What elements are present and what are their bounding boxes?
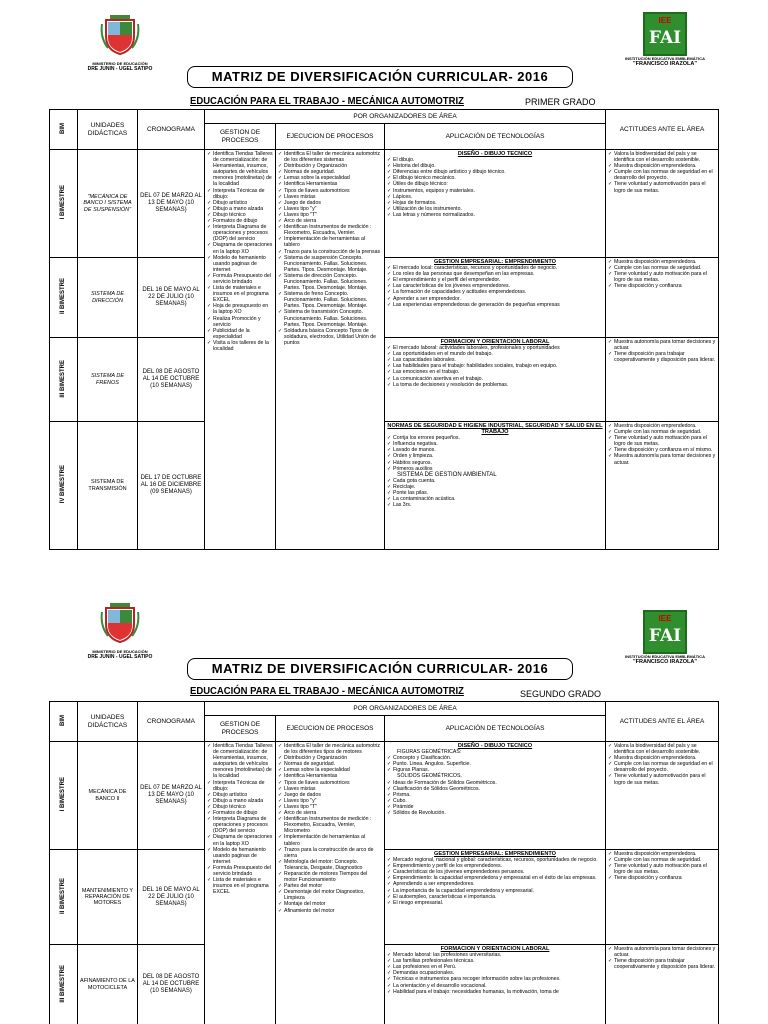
unit-cell: MECÁNICA DE BANCO II	[78, 742, 138, 850]
header-bim: BIM	[50, 110, 78, 150]
list-item: ✓ El dibujo.	[387, 157, 603, 163]
table-row	[50, 850, 719, 945]
list-item: ✓ Publicidad de la especialidad	[207, 328, 273, 340]
header-actitudes: ACTITUDES ANTE EL ÁREA	[606, 110, 719, 150]
bimestre-cell: III BIMESTRE	[50, 338, 78, 422]
list-item: ✓ Pirámide	[387, 804, 603, 810]
gestion-cell	[205, 150, 276, 550]
list-item: ✓ Cubo.	[387, 798, 603, 804]
list-item: ✓ Mercado regional, nacional y global: características, recursos, oportunidades de negocio.	[387, 857, 603, 863]
emblem-fai-text: FAI	[648, 626, 682, 646]
list-item: ✓ Las emociones en el trabajo.	[387, 369, 603, 375]
actitudes-cell	[606, 422, 719, 550]
header-cronograma: CRONOGRAMA	[138, 702, 205, 742]
list-item: ✓ Características de los jóvenes emprendedores peruanos.	[387, 869, 603, 875]
diversification-matrix-table	[49, 701, 719, 1024]
list-item: ✓ Distribución y Organización	[278, 163, 382, 169]
list-item: ✓ Muestra disposición emprendedora.	[608, 163, 716, 169]
ministry-logo	[60, 12, 180, 72]
list-item: ✓ Interpreta Diagrama de operaciones y procesos (DOP) del servicio	[207, 224, 273, 242]
list-item: ✓ Arco de sierra	[278, 218, 382, 224]
list-item: ✓ Implementación de herramientas al tablero	[278, 834, 382, 846]
check-list	[207, 151, 273, 352]
check-list	[387, 157, 603, 218]
aplicacion-subhead: SISTEMA DE GESTION AMBIENTAL	[397, 471, 497, 478]
ministry-logo	[60, 600, 180, 660]
aplicacion-section-head: FORMACION Y ORIENTACION LABORAL	[440, 339, 550, 345]
list-item: ✓ Formatos de dibujo	[207, 810, 273, 816]
list-item: ✓ Valora la biodiversidad del país y se identifica con el desarrollo sostenible.	[608, 743, 716, 755]
actitudes-cell	[606, 850, 719, 945]
list-item: ✓ Las profesiones en el Perú.	[387, 964, 603, 970]
list-item: ✓ La comunicación asertiva en el trabajo.	[387, 376, 603, 382]
logo-text-institution: INSTITUCIÓN EDUCATIVA EMBLEMÁTICA	[625, 56, 705, 61]
actitudes-cell	[606, 258, 719, 338]
list-item: ✓ Las oportunidades en el mundo del trabajo.	[387, 351, 603, 357]
list-item: ✓ Trazos para la construcción de la prensas	[278, 249, 382, 255]
list-item: ✓ Concepto y Clasificación.	[387, 755, 603, 761]
ejecucion-cell	[276, 150, 385, 550]
list-item: ✓ Muestra disposición emprendedora.	[608, 755, 716, 761]
check-list	[387, 435, 603, 472]
aplicacion-cell	[385, 422, 606, 550]
bimestre-cell: IV BIMESTRE	[50, 422, 78, 550]
cronograma-cell: DEL 17 DE OCTUBRE AL 16 DE DICIEMBRE (09 SEMANAS)	[138, 422, 205, 550]
aplicacion-section-head: DISEÑO - DIBUJO TECNICO	[457, 743, 533, 749]
list-item: ✓ Lavado de manos.	[387, 447, 603, 453]
list-item: ✓ Diferencias entre dibujo artístico y dibujo técnico.	[387, 169, 603, 175]
list-item: ✓ Llaves tipo "T"	[278, 804, 382, 810]
list-item: ✓ Sistema de freno Concepto. Funcionamiento. Fallas. Soluciones. Partes. Tipos. Desmontaje. Montaje.	[278, 291, 382, 309]
list-item: ✓ Formula Presupuesto del servicio brindado	[207, 273, 273, 285]
cronograma-cell: DEL 08 DE AGOSTO AL 14 DE OCTUBRE (10 SEMANAS)	[138, 338, 205, 422]
list-item: ✓ Metrología del motor: Concepto. Tolerancia, Desgaste, Diagnostico	[278, 859, 382, 871]
list-item: ✓ El riesgo empresarial.	[387, 900, 603, 906]
list-item: ✓ Lemas sobre la especialidad	[278, 767, 382, 773]
diversification-matrix-table	[49, 109, 719, 550]
header-cronograma: CRONOGRAMA	[138, 110, 205, 150]
list-item: ✓ Historia del dibujo.	[387, 163, 603, 169]
aplicacion-subhead: SÓLIDOS GEOMÉTRICOS.	[397, 773, 462, 780]
list-item: ✓ Tiene disposición para trabajar cooperativamente y disposición para liderar.	[608, 351, 716, 363]
page-subtitle: EDUCACIÓN PARA EL TRABAJO - MECÁNICA AUTOMOTRIZ	[190, 96, 464, 107]
check-list	[387, 478, 603, 508]
list-item: ✓ Utilización de los instrumento.	[387, 206, 603, 212]
bimestre-cell: II BIMESTRE	[50, 258, 78, 338]
list-item: ✓ El mercado local: características, recursos y oportunidades de negocio.	[387, 265, 603, 271]
page-segundo-grado	[0, 585, 768, 1024]
list-item: ✓ Dibujo a mano alzada	[207, 798, 273, 804]
iee-fai-emblem-icon	[643, 12, 687, 56]
list-item: ✓ Tiene disposición y confianza en sí mismo.	[608, 447, 716, 453]
list-item: ✓ Las 3rs.	[387, 502, 603, 508]
table-row	[50, 258, 719, 338]
list-item: ✓ Sistema de transmisión Concepto. Funcionamiento. Fallas. Soluciones. Partes. Tipos. Desmontaje. Montaje.	[278, 309, 382, 327]
list-item: ✓ Muestra autonomía para tomar decisiones y actuar.	[608, 339, 716, 351]
aplicacion-cell	[385, 742, 606, 850]
header-ejecucion: EJECUCION DE PROCESOS	[276, 124, 385, 150]
table-row	[50, 422, 719, 550]
list-item: ✓ Clasificación de Sólidos Geométricos.	[387, 786, 603, 792]
list-item: ✓ Cada gota cuenta.	[387, 478, 603, 484]
list-item: ✓ Diagrama de operaciones en la laptop XO	[207, 834, 273, 846]
emblem-fai-text: FAI	[648, 28, 682, 48]
list-item: ✓ Tiene voluntad y automotivación para el logro de sus metas.	[608, 773, 716, 785]
list-item: ✓ Llaves tipo "T"	[278, 212, 382, 218]
unit-cell: "MECÁNICA DE BANCO I SISTEMA DE SUSPENSIÓN"	[78, 150, 138, 258]
list-item: ✓ Realiza Promoción y servicio	[207, 316, 273, 328]
list-item: ✓ Demandas ocupacionales.	[387, 970, 603, 976]
list-item: ✓ Orden y limpieza.	[387, 453, 603, 459]
list-item: ✓ El dibujo técnico mecánico.	[387, 175, 603, 181]
list-item: ✓ El emprendimiento y el perfil del emprendedor.	[387, 277, 603, 283]
table-row	[50, 742, 719, 850]
check-list	[608, 946, 716, 970]
check-list	[608, 851, 716, 881]
list-item: ✓ Tiene disposición para trabajar cooperativamente y disposición para liderar.	[608, 958, 716, 970]
list-item: ✓ Muestra autonomía para tomar decisiones y actuar.	[608, 946, 716, 958]
list-item: ✓ Soldadura básica Concepto Tipos de soldadura, electrodos, Utilidad Unión de puntos	[278, 328, 382, 346]
header-bim: BIM	[50, 702, 78, 742]
aplicacion-cell	[385, 945, 606, 1024]
list-item: ✓ Distribución y Organización	[278, 755, 382, 761]
check-list	[387, 265, 603, 308]
table-row	[50, 945, 719, 1024]
list-item: ✓ Cumple con las normas de seguridad.	[608, 429, 716, 435]
list-item: ✓ La toma de decisiones y resolución de problemas.	[387, 382, 603, 388]
ejecucion-cell	[276, 742, 385, 1024]
actitudes-cell	[606, 338, 719, 422]
check-list	[387, 755, 603, 773]
table-row	[50, 338, 719, 422]
aplicacion-section-head: NORMAS DE SEGURIDAD E HIGIENE INDUSTRIAL, SEGURIDAD Y SALUD EN EL TRABAJO	[387, 423, 603, 436]
list-item: ✓ Dibujo artístico	[207, 792, 273, 798]
list-item: ✓ Llaves tipo "y"	[278, 798, 382, 804]
list-item: ✓ Sólidos de Revolución.	[387, 810, 603, 816]
list-item: ✓ Los roles de las personas que desempeñan en las empresas.	[387, 271, 603, 277]
list-item: ✓ Dibujo técnico	[207, 804, 273, 810]
aplicacion-section-head: DISEÑO - DIBUJO TECNICO	[457, 151, 533, 157]
logo-text-school-name: "FRANCISCO IRAZOLA"	[633, 659, 697, 665]
list-item: ✓ Interpreta Técnicas de dibujo:	[207, 188, 273, 200]
header-ejecucion: EJECUCION DE PROCESOS	[276, 716, 385, 742]
list-item: ✓ Lista de materiales e insumos en el programa EXCEL	[207, 285, 273, 303]
list-item: ✓ Interpreta Técnicas de dibujo:	[207, 780, 273, 792]
list-item: ✓ La orientación y el desarrollo vocacional.	[387, 983, 603, 989]
grade-label: PRIMER GRADO	[525, 97, 596, 107]
header-aplicacion: APLICACIÓN DE TECNOLOGÍAS	[385, 124, 606, 150]
check-list	[207, 743, 273, 895]
list-item: ✓ La formación de capacidades y actitudes emprendedoras.	[387, 289, 603, 295]
list-item: ✓ Afinamiento del motor	[278, 908, 382, 914]
list-item: ✓ Valora la biodiversidad del país y se identifica con el desarrollo sostenible.	[608, 151, 716, 163]
list-item: ✓ Montaje del motor	[278, 901, 382, 907]
list-item: ✓ Implementación de herramientas al tablero	[278, 236, 382, 248]
list-item: ✓ Visita a los talleres de la localidad	[207, 340, 273, 352]
gestion-cell	[205, 742, 276, 1024]
cronograma-cell: DEL 16 DE MAYO AL 22 DE JULIO (10 SEMANAS)	[138, 258, 205, 338]
logo-text-school-name: "FRANCISCO IRAZOLA"	[633, 61, 697, 67]
list-item: ✓ Ponte las pilas.	[387, 490, 603, 496]
check-list	[608, 743, 716, 786]
list-item: ✓ Emprendimiento y perfil de los emprendedores.	[387, 863, 603, 869]
page-subtitle: EDUCACIÓN PARA EL TRABAJO - MECÁNICA AUTOMOTRIZ	[190, 686, 464, 697]
table-row	[50, 150, 719, 258]
list-item: ✓ Las experiencias emprendedoras de generación de pequeñas empresas	[387, 302, 603, 308]
header-units: UNIDADES DIDÁCTICAS	[78, 702, 138, 742]
check-list	[608, 339, 716, 363]
list-item: ✓ Cumple con las normas de seguridad en el desarrollo del proyecto.	[608, 761, 716, 773]
list-item: ✓ Identifica Tiendas Talleres de comercialización: de Herramientas, insumos, autopartes de vehículos menores (motolinetas) de la localidad	[207, 743, 273, 780]
logo-text-dre: DRE JUNIN - UGEL SATIPO	[87, 66, 153, 72]
bimestre-cell: II BIMESTRE	[50, 850, 78, 945]
header-organizadores: POR ORGANIZADORES DE ÁREA	[205, 110, 606, 124]
check-list	[387, 345, 603, 388]
grade-label: SEGUNDO GRADO	[520, 689, 602, 699]
list-item: ✓ Tiene voluntad y automotivación para el logro de sus metas.	[608, 181, 716, 193]
list-item: ✓ Desmontaje del motor Diagnostico, Limpieza	[278, 889, 382, 901]
check-list	[278, 743, 382, 914]
list-item: ✓ Formula Presupuesto del servicio brindado	[207, 865, 273, 877]
list-item: ✓ Las características de los jóvenes emprendedores.	[387, 283, 603, 289]
aplicacion-section-head: GESTION EMPRESARIAL: EMPRENDIMIENTO	[433, 259, 557, 265]
list-item: ✓ La importancia de la capacidad emprendedora y empresarial.	[387, 888, 603, 894]
list-item: ✓ Muestra disposición emprendedora.	[608, 259, 716, 265]
school-logo	[615, 610, 715, 666]
aplicacion-section-head: FORMACION Y ORIENTACION LABORAL	[440, 946, 550, 952]
page-title: MATRIZ DE DIVERSIFICACIÓN CURRICULAR- 2016	[187, 66, 573, 88]
list-item: ✓ Tiene voluntad y auto motivación para el logro de sus metas.	[608, 435, 716, 447]
list-item: ✓ Llaves mixtas	[278, 194, 382, 200]
list-item: ✓ Mercado laboral: las profesiones universitarias.	[387, 952, 603, 958]
list-item: ✓ Identifica Herramientas	[278, 773, 382, 779]
page-title: MATRIZ DE DIVERSIFICACIÓN CURRICULAR- 2016	[187, 658, 573, 680]
list-item: ✓ Modelo de hemaniento usando paginas de internet	[207, 847, 273, 865]
list-item: ✓ Arco de sierra	[278, 810, 382, 816]
list-item: ✓ Cumple con las normas de seguridad en el desarrollo del proyecto.	[608, 169, 716, 181]
list-item: ✓ Normas de seguridad.	[278, 169, 382, 175]
list-item: ✓ Modelo de hemaniento usando paginas de internet	[207, 255, 273, 273]
list-item: ✓ Muestra disposición emprendedora.	[608, 851, 716, 857]
cronograma-cell: DEL 07 DE MARZO AL 13 DE MAYO (10 SEMANAS)	[138, 150, 205, 258]
aplicacion-cell	[385, 258, 606, 338]
list-item: ✓ Dibujo a mano alzada	[207, 206, 273, 212]
aplicacion-cell	[385, 338, 606, 422]
check-list	[278, 151, 382, 346]
list-item: ✓ Tiene disposición y confianza	[608, 875, 716, 881]
list-item: ✓ Identifica El taller de mecánica automotriz de los diferentes sistemas	[278, 151, 382, 163]
check-list	[387, 952, 603, 995]
list-item: ✓ Instrumentos, equipos y materiales.	[387, 188, 603, 194]
list-item: ✓ Muestra disposición emprendedora.	[608, 423, 716, 429]
list-item: ✓ Punto. Linea. Angulos. Superficie.	[387, 761, 603, 767]
unit-cell: AFINAMIENTO DE LA MOTOCICLETA	[78, 945, 138, 1024]
list-item: ✓ Dibujo técnico	[207, 212, 273, 218]
check-list	[387, 780, 603, 817]
list-item: ✓ Cumple con las normas de seguridad.	[608, 857, 716, 863]
list-item: ✓ Sistema de dirección Concepto. Funcionamiento. Fallas. Soluciones. Partes. Tipos. Desmontaje. Montaje.	[278, 273, 382, 291]
iee-fai-emblem-icon	[643, 610, 687, 654]
emblem-iee-text: IEE	[658, 16, 672, 25]
cronograma-cell: DEL 16 DE MAYO AL 22 DE JULIO (10 SEMANAS)	[138, 850, 205, 945]
list-item: ✓ Hoja de presupuesto en la laptop XO	[207, 303, 273, 315]
list-item: ✓ Aprendiendo a ser emprendedores.	[387, 881, 603, 887]
header-gestion: GESTION DE PROCESOS	[205, 716, 276, 742]
list-item: ✓ Cumple con las normas de seguridad.	[608, 265, 716, 271]
cronograma-cell: DEL 08 DE AGOSTO AL 14 DE OCTUBRE (10 SEMANAS)	[138, 945, 205, 1024]
check-list	[387, 857, 603, 906]
aplicacion-section-head: GESTION EMPRESARIAL: EMPRENDIMIENTO	[433, 851, 557, 857]
bimestre-cell: I BIMESTRE	[50, 150, 78, 258]
list-item: ✓ Tiene voluntad y auto motivación para el logro de sus metas.	[608, 271, 716, 283]
list-item: ✓ Lápices.	[387, 194, 603, 200]
list-item: ✓ Identifica Tiendas Talleres de comercialización: de Herramientas, insumos, autopartes de vehículos menores (motolinetas) de la localidad	[207, 151, 273, 188]
list-item: ✓ Técnicas e instrumentos para recoger información sobre las profesiones.	[387, 976, 603, 982]
check-list	[608, 151, 716, 194]
list-item: ✓ Llaves mixtas	[278, 786, 382, 792]
unit-cell: SISTEMA DE TRANSMISIÓN	[78, 422, 138, 550]
list-item: ✓ Identifica El taller de mecánica automotriz de los diferentes tipos de motores	[278, 743, 382, 755]
actitudes-cell	[606, 945, 719, 1024]
list-item: ✓ Ideas de Formación de Sólidos Geométricos.	[387, 780, 603, 786]
logo-text-ministry: MINISTERIO DE EDUCACIÓN	[92, 61, 148, 66]
list-item: ✓ Identifica Herramientas	[278, 181, 382, 187]
logo-text-ministry: MINISTERIO DE EDUCACIÓN	[92, 649, 148, 654]
list-item: ✓ El mercado laboral: actividades laborales, profesionales y oportunidades	[387, 345, 603, 351]
list-item: ✓ Aprender a ser emprendedor.	[387, 296, 603, 302]
list-item: ✓ Juego de dados	[278, 200, 382, 206]
list-item: ✓ Normas de seguridad.	[278, 761, 382, 767]
unit-cell: SISTEMA DE DIRECCIÓN	[78, 258, 138, 338]
list-item: ✓ Trazos para la construcción de arco de sierra	[278, 847, 382, 859]
list-item: ✓ Llaves tipo "y"	[278, 206, 382, 212]
unit-cell: SISTEMA DE FRENOS	[78, 338, 138, 422]
list-item: ✓ Tipos de llaves automotrices	[278, 188, 382, 194]
list-item: ✓ Primeros auxilios	[387, 466, 603, 472]
list-item: ✓ Tipos de llaves automotrices	[278, 780, 382, 786]
list-item: ✓ Juego de dados	[278, 792, 382, 798]
actitudes-cell	[606, 742, 719, 850]
header-organizadores: POR ORGANIZADORES DE ÁREA	[205, 702, 606, 716]
logo-text-institution: INSTITUCIÓN EDUCATIVA EMBLEMÁTICA	[625, 654, 705, 659]
peru-coat-of-arms-icon	[100, 600, 140, 644]
list-item: ✓ Influencia negativa.	[387, 441, 603, 447]
bimestre-cell: I BIMESTRE	[50, 742, 78, 850]
cronograma-cell: DEL 07 DE MARZO AL 13 DE MAYO (10 SEMANAS)	[138, 742, 205, 850]
school-logo	[615, 12, 715, 68]
list-item: ✓ Muestra autonomía para tomar decisiones y actuar.	[608, 453, 716, 465]
header-aplicacion: APLICACIÓN DE TECNOLOGÍAS	[385, 716, 606, 742]
list-item: ✓ Partes del motor	[278, 883, 382, 889]
logo-text-dre: DRE JUNIN - UGEL SATIPO	[87, 654, 153, 660]
header-actitudes: ACTITUDES ANTE EL ÁREA	[606, 702, 719, 742]
unit-cell: MANTENIMIENTO Y REPARACIÓN DE MOTORES	[78, 850, 138, 945]
list-item: ✓ Habilidad para el trabajo: necesidades humanas, la motivación, toma de	[387, 989, 603, 995]
bimestre-cell: III BIMESTRE	[50, 945, 78, 1024]
list-item: ✓ Tiene voluntad y auto motivación para el logro de sus metas.	[608, 863, 716, 875]
list-item: ✓ Sistema de suspensión Concepto. Funcionamiento. Fallas. Soluciones. Partes. Tipos. Desmontaje. Montaje.	[278, 255, 382, 273]
header-gestion: GESTION DE PROCESOS	[205, 124, 276, 150]
list-item: ✓ El autoempleo, características e importancia.	[387, 894, 603, 900]
aplicacion-cell	[385, 850, 606, 945]
list-item: ✓ Diagrama de operaciones en la laptop XO	[207, 242, 273, 254]
aplicacion-subhead: FIGURAS GEOMÉTRICAS:	[397, 749, 462, 756]
actitudes-cell	[606, 150, 719, 258]
list-item: ✓ Prisma.	[387, 792, 603, 798]
list-item: ✓ Figuras Planas.	[387, 767, 603, 773]
peru-coat-of-arms-icon	[100, 12, 140, 56]
list-item: ✓ Las capacidades laborales.	[387, 357, 603, 363]
list-item: ✓ Reciclaje.	[387, 484, 603, 490]
list-item: ✓ Lista de materiales e insumos en el programa EXCEL	[207, 877, 273, 895]
list-item: ✓ Formatos de dibujo	[207, 218, 273, 224]
list-item: ✓ Las habilidades para el trabajo: habilidades sociales, trabajo en equipo.	[387, 363, 603, 369]
list-item: ✓ Identifican Instrumentos de medición : Flexometro, Escuadra, Vernier, Micrometro	[278, 816, 382, 834]
list-item: ✓ Identifican Instrumentos de medición : Flexometro, Escuadra, Vernier.	[278, 224, 382, 236]
aplicacion-cell	[385, 150, 606, 258]
check-list	[608, 423, 716, 466]
list-item: ✓ Interpreta Diagrama de operaciones y procesos (DOP) del servicio	[207, 816, 273, 834]
list-item: ✓ Corrija los errores pequeños.	[387, 435, 603, 441]
list-item: ✓ La contaminación acústica.	[387, 496, 603, 502]
list-item: ✓ Dibujo artístico	[207, 200, 273, 206]
list-item: ✓ Lemas sobre la especialidad	[278, 175, 382, 181]
check-list	[608, 259, 716, 289]
list-item: ✓ Hábitos seguros.	[387, 460, 603, 466]
emblem-iee-text: IEE	[658, 614, 672, 623]
list-item: ✓ Tiene disposición y confianza	[608, 283, 716, 289]
list-item: ✓ Las familias profesionales técnicas.	[387, 958, 603, 964]
list-item: ✓ Hojas de formatos.	[387, 200, 603, 206]
list-item: ✓ Emprendimiento: la capacidad emprendedora y empresarial en el éxito de las empresas.	[387, 875, 603, 881]
list-item: ✓ Reparación de motores Tiempos del motor Funcionamiento	[278, 871, 382, 883]
list-item: ✓ Útiles de dibujo técnico:	[387, 181, 603, 187]
header-units: UNIDADES DIDÁCTICAS	[78, 110, 138, 150]
list-item: ✓ Las letras y números normalizados.	[387, 212, 603, 218]
